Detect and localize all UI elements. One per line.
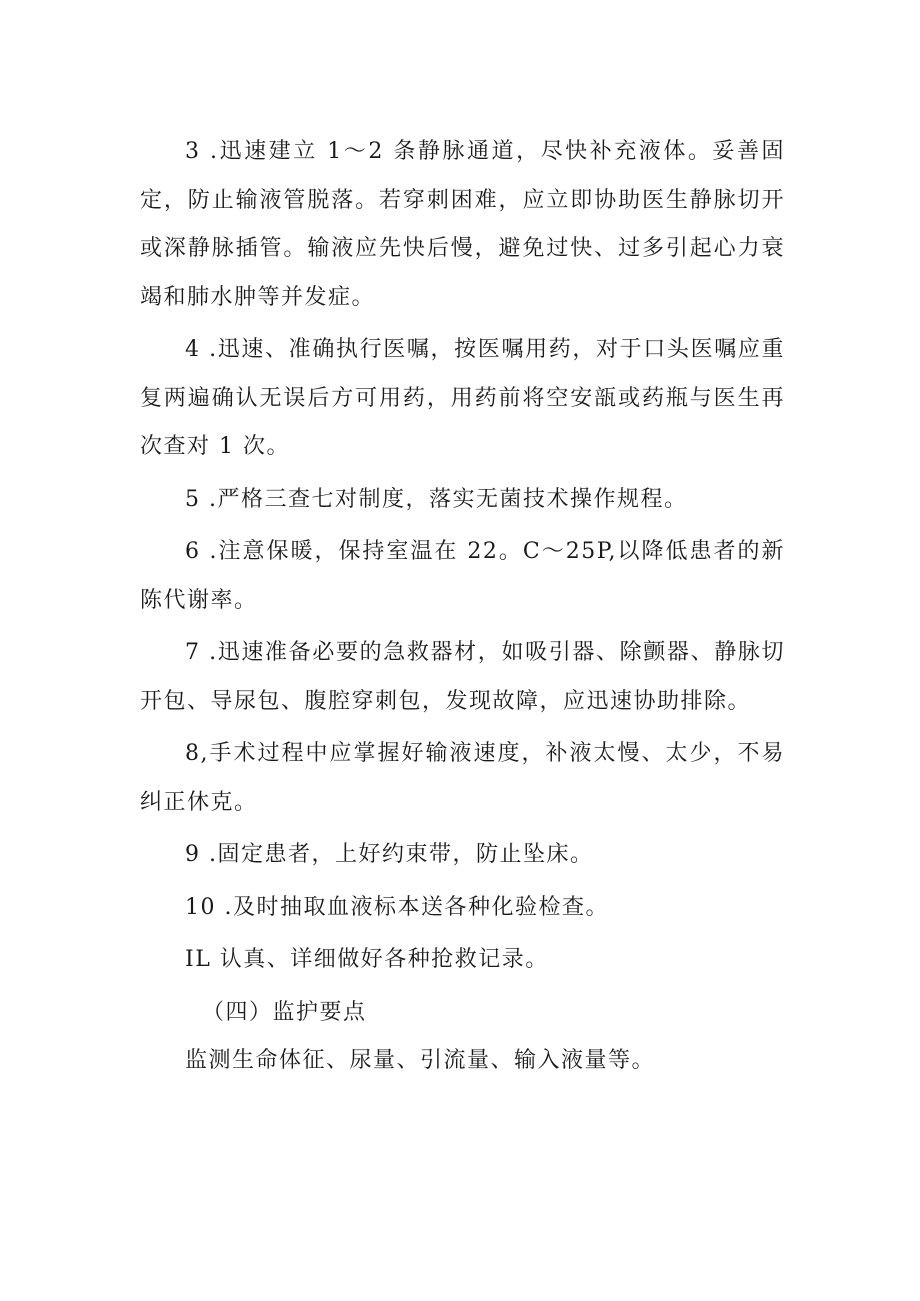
section-heading: （四）监护要点 <box>202 999 367 1025</box>
paragraph-item-6: 6 .注意保暖，保持室温在 22。C～25P,以降低患者的新陈代谢率。 <box>140 539 785 613</box>
section-body: 监测生命体征、尿量、引流量、输入液量等。 <box>185 1048 656 1073</box>
paragraph-item-11: IL 认真、详细做好各种抢救记录。 <box>185 947 549 972</box>
paragraph-item-4: 4 .迅速、准确执行医嘱，按医嘱用药，对于口头医嘱应重复两遍确认无误后方可用药，用药前将空安瓿或药瓶与医生再次查对 1 次。 <box>140 337 785 459</box>
paragraph-item-8: 8,手术过程中应掌握好输液速度，补液太慢、太少，不易纠正休克。 <box>140 741 785 815</box>
paragraph-item-7: 7 .迅速准备必要的急救器材，如吸引器、除颤器、静脉切开包、导尿包、腹腔穿刺包，发现故障，应迅速协助排除。 <box>140 640 785 714</box>
document-body <box>140 128 785 1086</box>
paragraph-item-5: 5 .严格三查七对制度，落实无菌技术操作规程。 <box>185 486 688 512</box>
paragraph-item-3: 3 .迅速建立 1～2 条静脉通道，尽快补充液体。妥善固定，防止输液管脱落。若穿刺困难，应立即协助医生静脉切开或深静脉插管。输液应先快后慢，避免过快、过多引起心力衰竭和肺水肿等并发症。 <box>140 139 785 310</box>
paragraph-item-9: 9 .固定患者，上好约束带，防止坠床。 <box>185 842 594 867</box>
paragraph-item-10: 10 .及时抽取血液标本送各种化验检查。 <box>185 894 609 920</box>
